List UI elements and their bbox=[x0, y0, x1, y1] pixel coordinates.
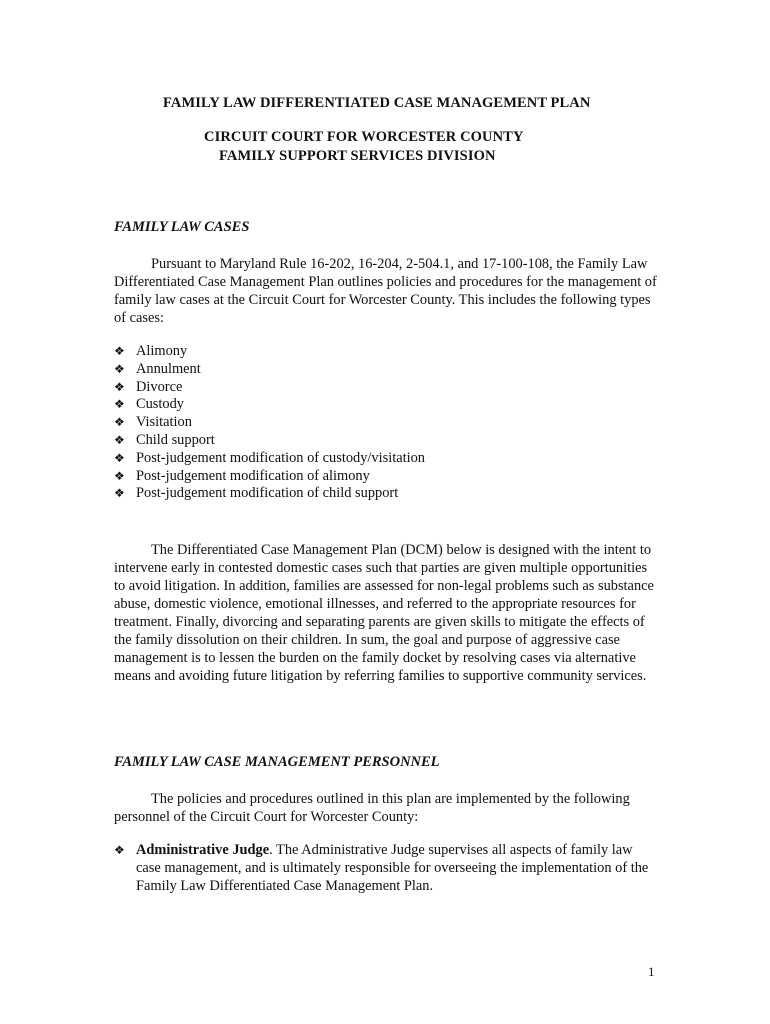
diamond-bullet-icon: ❖ bbox=[114, 344, 125, 358]
personnel-description bbox=[136, 841, 659, 895]
case-type-label: Divorce bbox=[136, 378, 183, 395]
case-types-list bbox=[114, 343, 425, 503]
case-type-label: Visitation bbox=[136, 414, 192, 431]
diamond-bullet-icon: ❖ bbox=[114, 468, 125, 483]
diamond-bullet-icon: ❖ bbox=[114, 361, 125, 376]
court-name: CIRCUIT COURT FOR WORCESTER COUNTY bbox=[204, 129, 524, 145]
dcm-paragraph: The Differentiated Case Management Plan (DCM) below is designed with the intent to intervene early in contested domestic cases such that parties are given multiple opportunities to avoid litigation. In addition, families are assessed for non-legal problems such as substance abuse, domestic violence, emotional illnesses, and referred to the appropriate resources for treatment. Finally, divorcing and separating parents are given skills to mitigate the effects of the family dissolution on their children. In sum, the goal and purpose of aggressive case management is to lessen the burden on the family docket by resolving cases via alternative means and avoiding future litigation by referring families to supportive community services. bbox=[114, 542, 654, 684]
diamond-bullet-icon: ❖ bbox=[114, 379, 125, 394]
case-type-label: Alimony bbox=[136, 343, 188, 359]
list-item bbox=[114, 432, 425, 450]
diamond-bullet-icon: ❖ bbox=[114, 415, 125, 430]
diamond-bullet-icon: ❖ bbox=[114, 397, 125, 412]
case-type-label: Child support bbox=[136, 431, 215, 448]
diamond-bullet-icon: ❖ bbox=[114, 450, 125, 465]
list-item bbox=[114, 343, 425, 361]
personnel-intro-paragraph: The policies and procedures outlined in this plan are implemented by the following personnel of the Circuit Court for Worcester County: bbox=[114, 791, 630, 825]
diamond-bullet-icon: ❖ bbox=[114, 486, 125, 501]
intro-paragraph: Pursuant to Maryland Rule 16-202, 16-204, 2-504.1, and 17-100-108, the Family Law Differentiated Case Management Plan outlines policies and procedures for the management of family law cases at the Circuit Court for Worcester County. This includes the following types of cases: bbox=[114, 256, 657, 326]
division-name: FAMILY SUPPORT SERVICES DIVISION bbox=[219, 148, 496, 164]
case-type-label: Post-judgement modification of child support bbox=[136, 485, 399, 502]
case-type-label: Annulment bbox=[136, 360, 201, 377]
case-type-label: Post-judgement modification of custody/visitation bbox=[136, 449, 425, 466]
list-item bbox=[114, 485, 425, 503]
personnel-item-administrative-judge bbox=[114, 841, 659, 895]
list-item bbox=[114, 396, 425, 414]
list-item bbox=[114, 414, 425, 432]
section-heading-personnel: FAMILY LAW CASE MANAGEMENT PERSONNEL bbox=[114, 754, 440, 770]
list-item bbox=[114, 450, 425, 468]
case-type-label: Post-judgement modification of alimony bbox=[136, 467, 370, 484]
document-title: FAMILY LAW DIFFERENTIATED CASE MANAGEMENT PLAN bbox=[163, 95, 591, 111]
personnel-role: Administrative Judge bbox=[136, 842, 270, 858]
section-heading-family-law-cases: FAMILY LAW CASES bbox=[114, 219, 250, 235]
page-number: 1 bbox=[648, 964, 655, 979]
list-item bbox=[114, 468, 425, 486]
diamond-bullet-icon: ❖ bbox=[114, 432, 125, 447]
personnel-role-description: . The Administrative Judge supervises all aspects of family law case management, and is ultimately responsible for overseeing the implementation of the Family Law Differentiated Case Management Plan. bbox=[136, 842, 649, 894]
list-item bbox=[114, 379, 425, 397]
case-type-label: Custody bbox=[136, 396, 184, 413]
list-item bbox=[114, 361, 425, 379]
diamond-bullet-icon: ❖ bbox=[114, 843, 125, 857]
